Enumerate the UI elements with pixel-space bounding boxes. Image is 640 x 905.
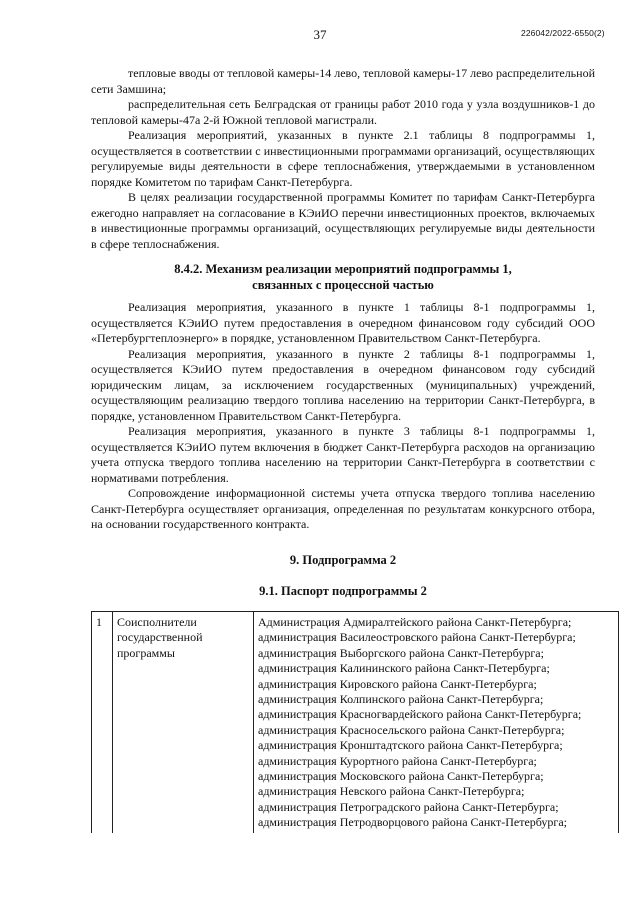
section-842-body [91,300,595,533]
list-item: администрация Петродворцового района Санкт-Петербурга; [258,815,568,830]
list-item: администрация Курортного района Санкт-Петербурга; [258,753,537,768]
section-842-paragraph: Реализация мероприятия, указанного в пункте 3 таблицы 8-1 подпрограммы 1, осуществляется КЭиИО путем включения в бюджет Санкт-Петербурга расходов на организацию учета отпуска твердого топлива населению на территории Санкт-Петербурга в соответствии с нормативами потребления. [91,424,595,485]
intro-paragraph: распределительная сеть Белградская от границы работ 2010 года у узла воздушников-1 до тепловой камеры-47а 2-й Южной тепловой магистрали. [91,97,595,127]
row-number-cell: 1 [92,612,113,833]
label-line: Соисполнители [117,615,197,629]
list-item: администрация Выборгского района Санкт-Петербурга; [258,645,544,660]
list-item: администрация Василеостровского района Санкт-Петербурга; [258,630,576,645]
list-item: администрация Красносельского района Санкт-Петербурга; [258,722,565,737]
section-842-paragraph: Сопровождение информационной системы учета отпуска твердого топлива населению Санкт-Петербурга осуществляет организация, определенная по результатам конкурсного отбора, на основании государственного контракта. [91,486,595,531]
section-842-paragraph: Реализация мероприятия, указанного в пункте 1 таблицы 8-1 подпрограммы 1, осуществляется КЭиИО путем предоставления в очередном финансовом году субсидий ООО «Петербургтеплоэнерго» в порядке, установленном Правительством Санкт-Петербурга. [91,300,595,345]
list-item: Администрация Адмиралтейского района Санкт-Петербурга; [258,615,572,629]
page-number: 37 [313,27,327,42]
intro-block [91,66,595,252]
section-9-heading: 9. Подпрограмма 2 [289,553,397,567]
section-842-title-line1: 8.4.2. Механизм реализации мероприятий подпрограммы 1, [174,262,512,276]
intro-paragraph: Реализация мероприятий, указанных в пункте 2.1 таблицы 8 подпрограммы 1, осуществляется в соответствии с инвестиционными программами организаций, осуществляющих регулируемые виды деятельности в сфере теплоснабжения, утверждаемыми в установленном порядке Комитетом по тарифам Санкт-Петербурга. [91,128,595,189]
section-91-heading: 9.1. Паспорт подпрограммы 2 [259,584,427,598]
list-item: администрация Красногвардейского района Санкт-Петербурга; [258,707,582,722]
list-item: администрация Петроградского района Санкт-Петербурга; [258,799,559,814]
list-item: администрация Московского района Санкт-Петербурга; [258,769,544,784]
list-item: администрация Кировского района Санкт-Петербурга; [258,676,537,691]
list-item: администрация Невского района Санкт-Петербурга; [258,784,525,799]
label-line: государственной [117,630,203,645]
administrations-cell [254,612,619,833]
label-line: программы [117,645,175,660]
document-id: 226042/2022-6550(2) [521,28,605,38]
intro-paragraph: тепловые вводы от тепловой камеры-14 лево, тепловой камеры-17 лево распределительной сети Замшина; [91,66,595,96]
passport-table [91,611,619,833]
intro-paragraph: В целях реализации государственной программы Комитет по тарифам Санкт-Петербурга ежегодно направляет на согласование в КЭиИО перечни инвестиционных проектов, включаемых в инвестиционные программы организаций, осуществляющих регулируемые виды деятельности в сфере теплоснабжения. [91,190,595,251]
section-842-title-line2: связанных с процессной частью [252,278,434,292]
list-item: администрация Кронштадтского района Санкт-Петербурга; [258,738,563,753]
table-row [92,612,619,833]
label-cell [113,612,254,833]
list-item: администрация Колпинского района Санкт-Петербурга; [258,692,544,707]
section-842-paragraph: Реализация мероприятия, указанного в пункте 2 таблицы 8-1 подпрограммы 1, осуществляется КЭиИО путем предоставления в очередном финансовом году субсидий юридическим лицам, за исключением государственных (муниципальных) учреждений, осуществляющим реализацию твердого топлива населению на территории Санкт-Петербурга, в порядке, установленном Правительством Санкт-Петербурга. [91,346,595,423]
list-item: администрация Калининского района Санкт-Петербурга; [258,661,550,676]
section-842-heading [91,261,595,293]
